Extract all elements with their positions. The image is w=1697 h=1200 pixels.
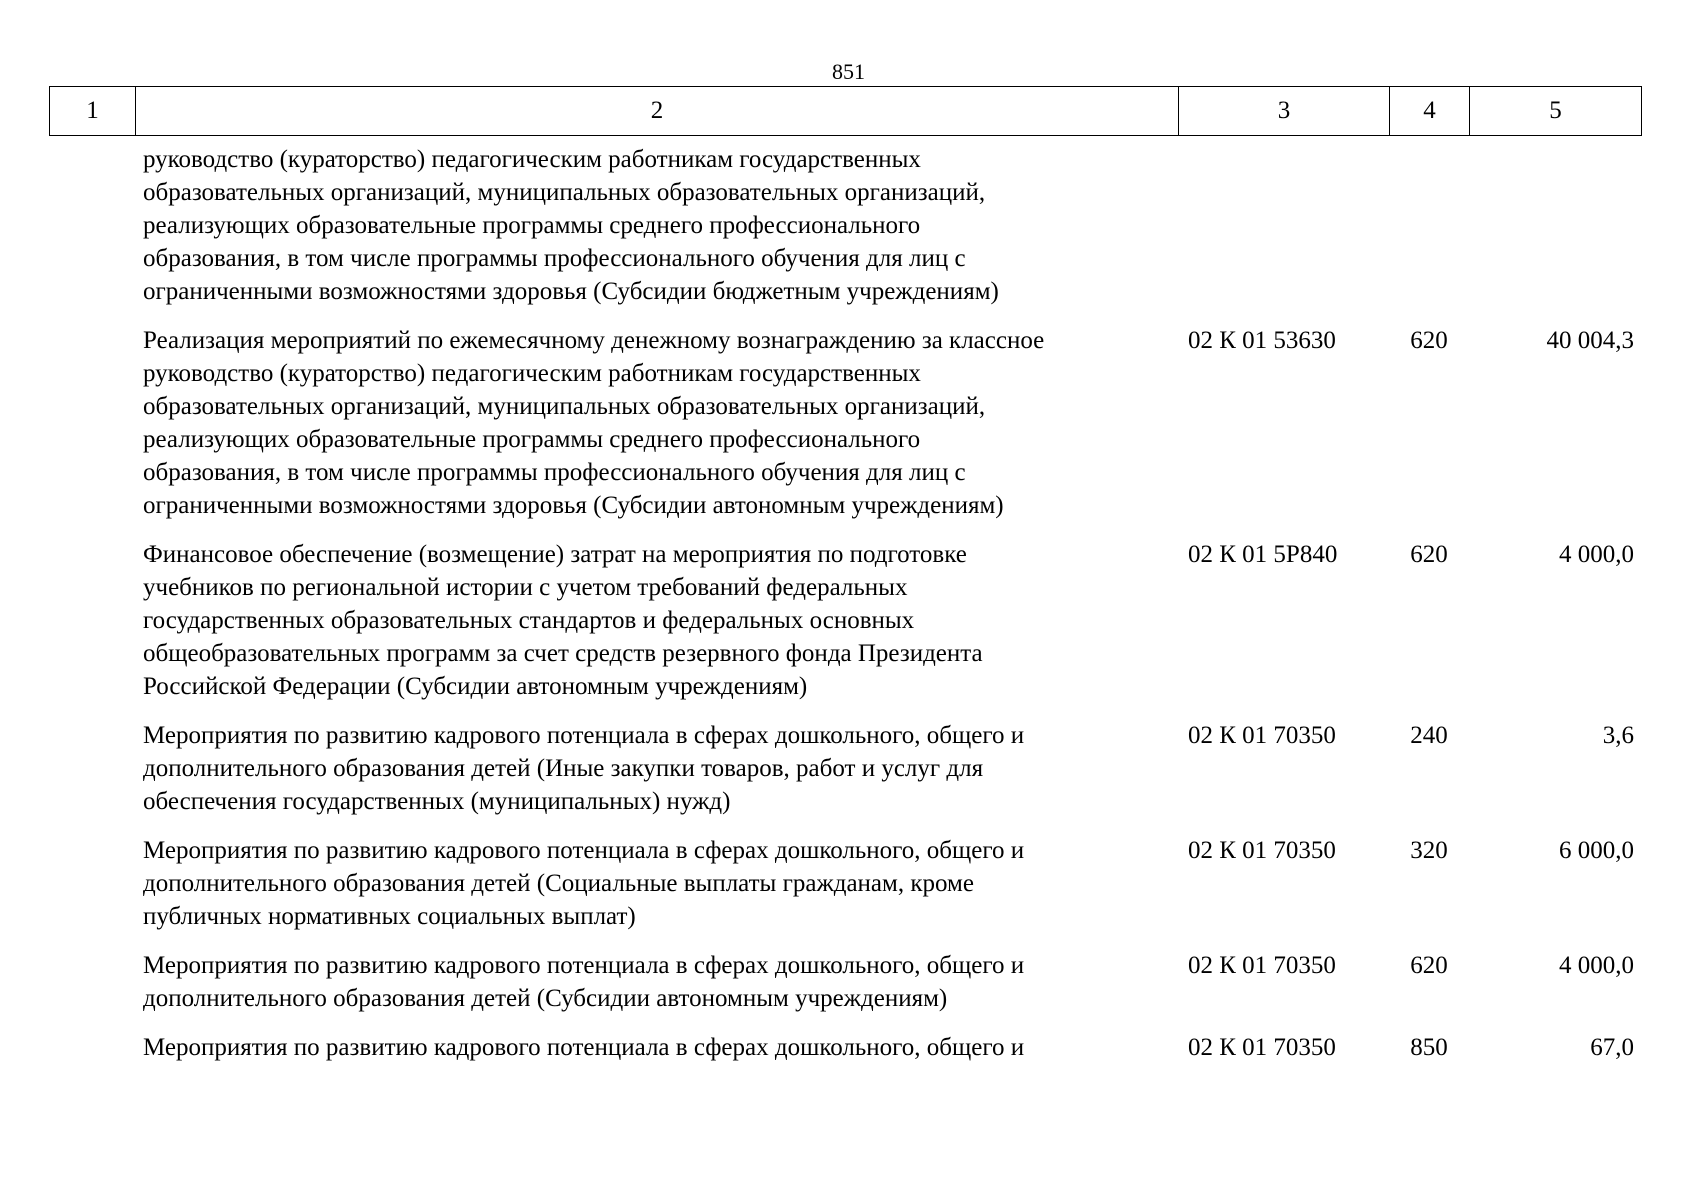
table-row [49,324,1642,522]
row-index-cell [49,324,135,522]
row-name: руководство (кураторство) педагогическим работникам государственных образовательных организаций, муниципальных образовательных организаций, реализующих образовательные программы среднего профессионального образования, в том числе программы профессионального обучения для лиц с ограниченными возможностями здоровья (Субсидии бюджетным учреждениям) [143,146,999,305]
row-code [1178,143,1389,308]
row-expense-type: 320 [1410,837,1448,864]
row-expense-type: 620 [1410,327,1448,354]
page-number: 851 [832,59,865,84]
table-body [49,143,1642,1080]
row-expense-type: 240 [1410,722,1448,749]
row-index-cell [49,719,135,818]
row-amount: 67,0 [1590,1034,1634,1061]
row-amount: 6 000,0 [1559,837,1634,864]
table-row [49,834,1642,933]
row-code: 02 К 01 70350 [1188,837,1336,864]
table-row [49,719,1642,818]
row-code: 02 К 01 70350 [1188,1034,1336,1061]
row-expense-type: 620 [1410,952,1448,979]
row-code: 02 К 01 5Р840 [1188,541,1338,568]
row-amount: 4 000,0 [1559,541,1634,568]
table-row [49,1031,1642,1064]
row-code: 02 К 01 70350 [1188,952,1336,979]
row-amount: 3,6 [1602,722,1634,749]
row-name: Мероприятия по развитию кадрового потенциала в сферах дошкольного, общего и дополнительного образования детей (Субсидии автономным учреждениям) [143,952,1025,1012]
row-expense-type: 850 [1410,1034,1448,1061]
row-index-cell [49,538,135,703]
row-name: Финансовое обеспечение (возмещение) затрат на мероприятия по подготовке учебников по региональной истории с учетом требований федеральных государственных образовательных стандартов и федеральных основных общеобразовательных программ за счет средств резервного фонда Президента Российской Федерации (Субсидии автономным учреждениям) [143,541,983,700]
table-row [49,538,1642,703]
table-row [49,143,1642,308]
header-col-3: 3 [1179,87,1390,135]
table-header [49,86,1642,136]
row-name: Мероприятия по развитию кадрового потенциала в сферах дошкольного, общего и [143,1034,1025,1061]
row-name: Мероприятия по развитию кадрового потенциала в сферах дошкольного, общего и дополнительного образования детей (Социальные выплаты гражданам, кроме публичных нормативных социальных выплат) [143,837,1025,930]
row-amount: 40 004,3 [1546,327,1634,354]
header-col-5: 5 [1549,97,1562,124]
row-amount [1469,143,1642,308]
row-index-cell [49,949,135,1015]
table-row [49,949,1642,1015]
row-index-cell [49,1031,135,1064]
header-col-1: 1 [50,87,136,135]
row-expense-type [1389,143,1469,308]
row-code: 02 К 01 70350 [1188,722,1336,749]
row-expense-type: 620 [1410,541,1448,568]
row-name: Мероприятия по развитию кадрового потенциала в сферах дошкольного, общего и дополнительного образования детей (Иные закупки товаров, работ и услуг для обеспечения государственных (муниципальных) нужд) [143,722,1025,815]
header-col-4: 4 [1390,87,1470,135]
row-code: 02 К 01 53630 [1188,327,1336,354]
row-name: Реализация мероприятий по ежемесячному денежному вознаграждению за классное руководство (кураторство) педагогическим работникам государственных образовательных организаций, муниципальных образовательных организаций, реализующих образовательные программы среднего профессионального образования, в том числе программы профессионального обучения для лиц с ограниченными возможностями здоровья (Субсидии автономным учреждениям) [143,327,1045,519]
row-index-cell [49,143,135,308]
row-index-cell [49,834,135,933]
row-amount: 4 000,0 [1559,952,1634,979]
header-col-2: 2 [136,87,1179,135]
